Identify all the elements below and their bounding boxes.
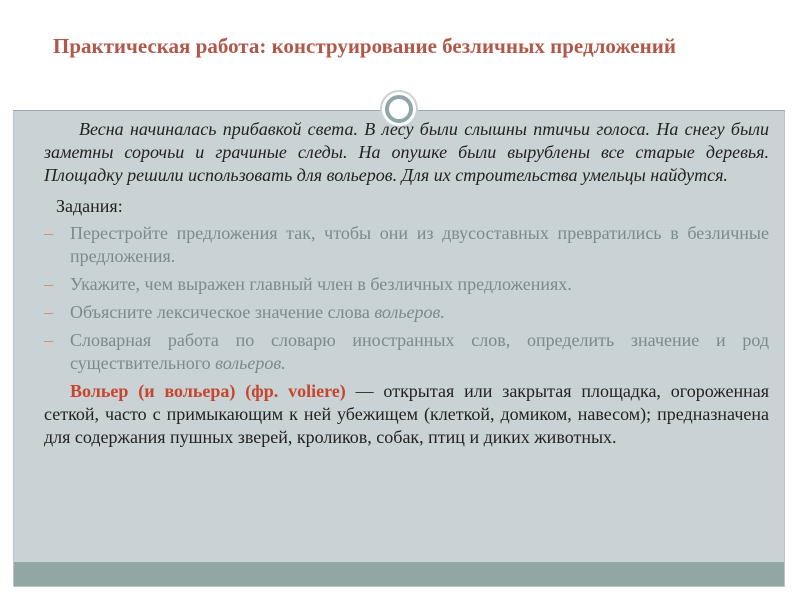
task-marker: – — [44, 302, 53, 322]
task-emphasis: вольеров. — [215, 353, 286, 373]
task-item — [44, 329, 769, 375]
bottom-band — [14, 562, 784, 586]
task-item — [44, 273, 769, 296]
definition-term: Вольер (и вольера) (фр. voliere) — [70, 381, 346, 401]
task-item — [44, 301, 769, 324]
task-text: Перестройте предложения так, чтобы они из двусоставных превратились в безличные предложения. — [70, 223, 769, 266]
tasks-heading: Задания: — [56, 196, 123, 216]
definition — [44, 380, 769, 449]
task-text: Объясните лексическое значение слова — [70, 302, 375, 322]
task-marker: – — [44, 274, 53, 294]
task-text: Словарная работа по словарю иностранных слов, определить значение и род существительного — [70, 330, 769, 373]
task-marker: – — [44, 330, 53, 350]
task-emphasis: вольеров. — [374, 302, 445, 322]
exercise-text: Весна начиналась прибавкой света. В лесу были слышны птичьи голоса. На снегу были заметны сорочьи и грачиные следы. На опушке были вырублены все старые деревья. Площадку решили использовать для вольеров. Для их строительства умельцы найдутся. — [44, 119, 769, 185]
task-list — [44, 222, 769, 375]
slide-title: Практическая работа: конструирование безличных предложений — [53, 34, 676, 58]
task-text: Укажите, чем выражен главный член в безличных предложениях. — [70, 274, 572, 294]
task-item — [44, 222, 769, 268]
definition-text: — открытая или закрытая площадка, огороженная сеткой, часто с примыкающим к ней убежищем (клеткой, домиком, навесом); предназначена для содержания пушных зверей, кроликов, собак, птиц и диких животных. — [44, 381, 769, 447]
task-marker: – — [44, 223, 53, 243]
content-text — [44, 118, 769, 449]
